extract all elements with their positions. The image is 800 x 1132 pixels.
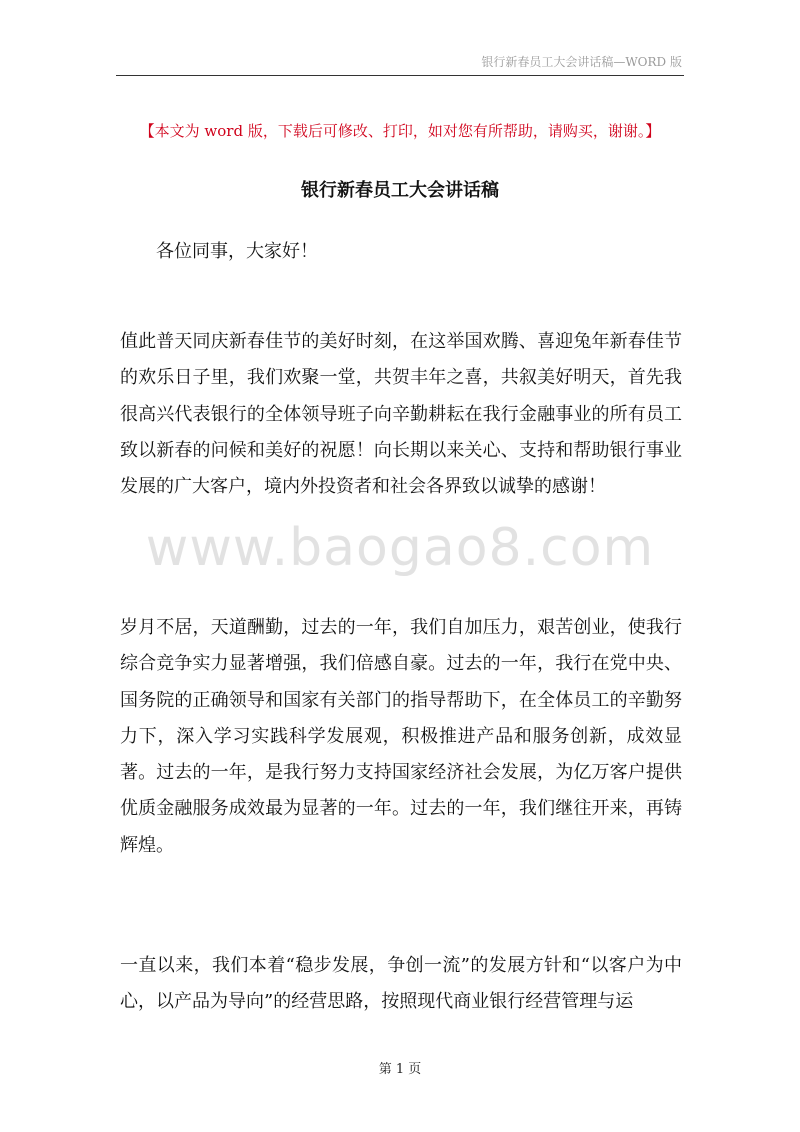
header-rule: [116, 75, 684, 76]
watermark: www.baogao8.com: [145, 518, 655, 578]
running-header: 银行新春员工大会讲话稿—WORD 版: [481, 55, 682, 69]
purchase-notice: 【本文为 word 版，下载后可修改、打印，如对您有所帮助，请购买，谢谢。】: [139, 122, 661, 140]
paragraph-3: 一直以来，我们本着“稳步发展，争创一流”的发展方针和“以客户为中心，以产品为导向”的经营思路，按照现代商业银行经营管理与运: [120, 955, 682, 1013]
greeting: 各位同事，大家好！: [156, 241, 318, 262]
paragraph-2: 岁月不居，天道酬勤，过去的一年，我们自加压力，艰苦创业，使我行综合竞争实力显著增强，我们倍感自豪。过去的一年，我行在党中央、国务院的正确领导和国家有关部门的指导帮助下，在全体员工的辛勤努力下，深入学习实践科学发展观，积极推进产品和服务创新，成效显著。过去的一年，是我行努力支持国家经济社会发展，为亿万客户提供优质金融服务成效最为显著的一年。过去的一年，我们继往开来，再铸辉煌。: [120, 617, 682, 856]
page-number: 第 1 页: [378, 1062, 422, 1077]
document-title: 银行新春员工大会讲话稿: [301, 180, 499, 201]
paragraph-1: 值此普天同庆新春佳节的美好时刻，在这举国欢腾、喜迎兔年新春佳节的欢乐日子里，我们欢聚一堂，共贺丰年之喜，共叙美好明天，首先我很高兴代表银行的全体领导班子向辛勤耕耘在我行金融事业的所有员工致以新春的问候和美好的祝愿！向长期以来关心、支持和帮助银行事业发展的广大客户，境内外投资者和社会各界致以诚挚的感谢！: [120, 331, 682, 498]
